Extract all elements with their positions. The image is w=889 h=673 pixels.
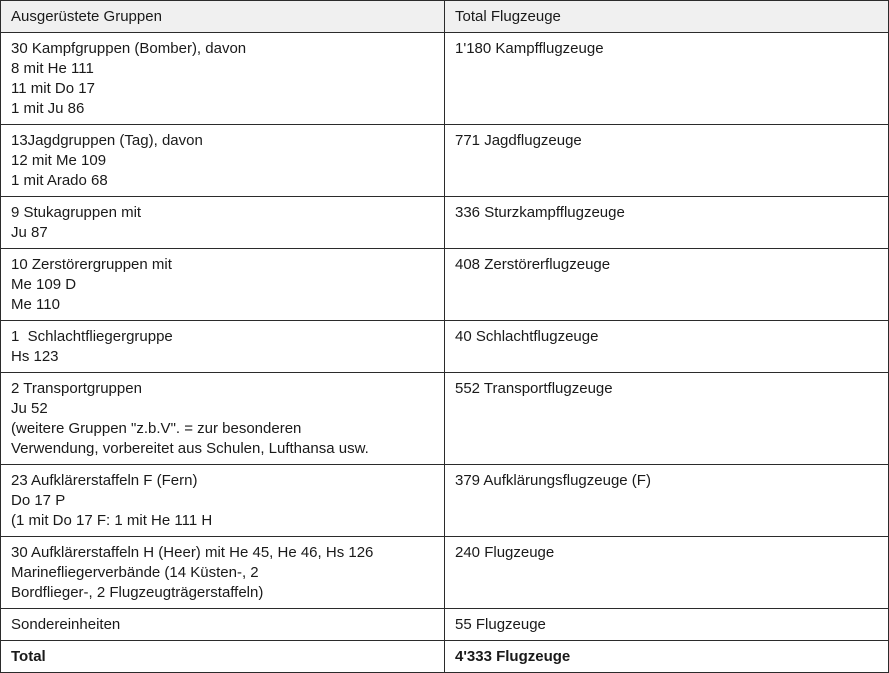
- total-cell: 55 Flugzeuge: [445, 609, 889, 641]
- groups-line: 1 mit Ju 86: [11, 100, 85, 117]
- groups-cell: [1, 249, 445, 321]
- groups-line: 1 mit Arado 68: [11, 172, 108, 189]
- groups-cell: [1, 465, 445, 537]
- groups-cell: [1, 125, 445, 197]
- groups-cell: [1, 609, 445, 641]
- header-groups: Ausgerüstete Gruppen: [1, 1, 445, 33]
- total-row: [1, 641, 889, 673]
- groups-line: Verwendung, vorbereitet aus Schulen, Lufthansa usw.: [11, 440, 369, 457]
- table-row: [1, 249, 889, 321]
- total-cell: 408 Zerstörerflugzeuge: [445, 249, 889, 321]
- groups-line: 13Jagdgruppen (Tag), davon: [11, 132, 203, 149]
- table-row: [1, 321, 889, 373]
- total-cell: 1'180 Kampfflugzeuge: [445, 33, 889, 125]
- groups-line: 8 mit He 111: [11, 60, 94, 77]
- total-cell: 40 Schlachtflugzeuge: [445, 321, 889, 373]
- groups-line: 1 Schlachtfliegergruppe: [11, 328, 173, 345]
- total-label: Total: [1, 641, 445, 673]
- table-row: [1, 373, 889, 465]
- groups-line: 23 Aufklärerstaffeln F (Fern): [11, 472, 198, 489]
- groups-cell: [1, 537, 445, 609]
- groups-line: Ju 87: [11, 224, 48, 241]
- groups-line: Ju 52: [11, 400, 48, 417]
- table-row: [1, 537, 889, 609]
- groups-line: 30 Kampfgruppen (Bomber), davon: [11, 40, 247, 57]
- total-cell: 771 Jagdflugzeuge: [445, 125, 889, 197]
- total-cell: 379 Aufklärungsflugzeuge (F): [445, 465, 889, 537]
- groups-line: 2 Transportgruppen: [11, 380, 142, 397]
- table-header-row: [1, 1, 889, 33]
- total-cell: 336 Sturzkampfflugzeuge: [445, 197, 889, 249]
- groups-line: 30 Aufklärerstaffeln H (Heer) mit He 45, He 46, Hs 126: [11, 544, 374, 561]
- table-row: [1, 197, 889, 249]
- groups-cell: [1, 197, 445, 249]
- groups-cell: [1, 33, 445, 125]
- groups-line: Me 109 D: [11, 276, 77, 293]
- groups-line: (1 mit Do 17 F: 1 mit He 111 H: [11, 512, 213, 529]
- groups-line: Do 17 P: [11, 492, 66, 509]
- table-row: [1, 609, 889, 641]
- groups-line: 12 mit Me 109: [11, 152, 107, 169]
- groups-line: 9 Stukagruppen mit: [11, 204, 142, 221]
- table-row: [1, 465, 889, 537]
- total-cell: 240 Flugzeuge: [445, 537, 889, 609]
- groups-line: Sondereinheiten: [11, 616, 121, 633]
- table-body: [1, 33, 889, 673]
- groups-line: Me 110: [11, 296, 60, 313]
- table-row: [1, 125, 889, 197]
- groups-cell: [1, 373, 445, 465]
- groups-cell: [1, 321, 445, 373]
- groups-line: Hs 123: [11, 348, 59, 365]
- groups-line: Marinefliegerverbände (14 Küsten-, 2: [11, 564, 259, 581]
- table-row: [1, 33, 889, 125]
- groups-line: 11 mit Do 17: [11, 80, 95, 97]
- groups-line: Bordflieger-, 2 Flugzeugträgerstaffeln): [11, 584, 264, 601]
- total-value: 4'333 Flugzeuge: [445, 641, 889, 673]
- total-cell: 552 Transportflugzeuge: [445, 373, 889, 465]
- header-total: Total Flugzeuge: [445, 1, 889, 33]
- groups-line: (weitere Gruppen "z.b.V". = zur besonderen: [11, 420, 302, 437]
- groups-line: 10 Zerstörergruppen mit: [11, 256, 172, 273]
